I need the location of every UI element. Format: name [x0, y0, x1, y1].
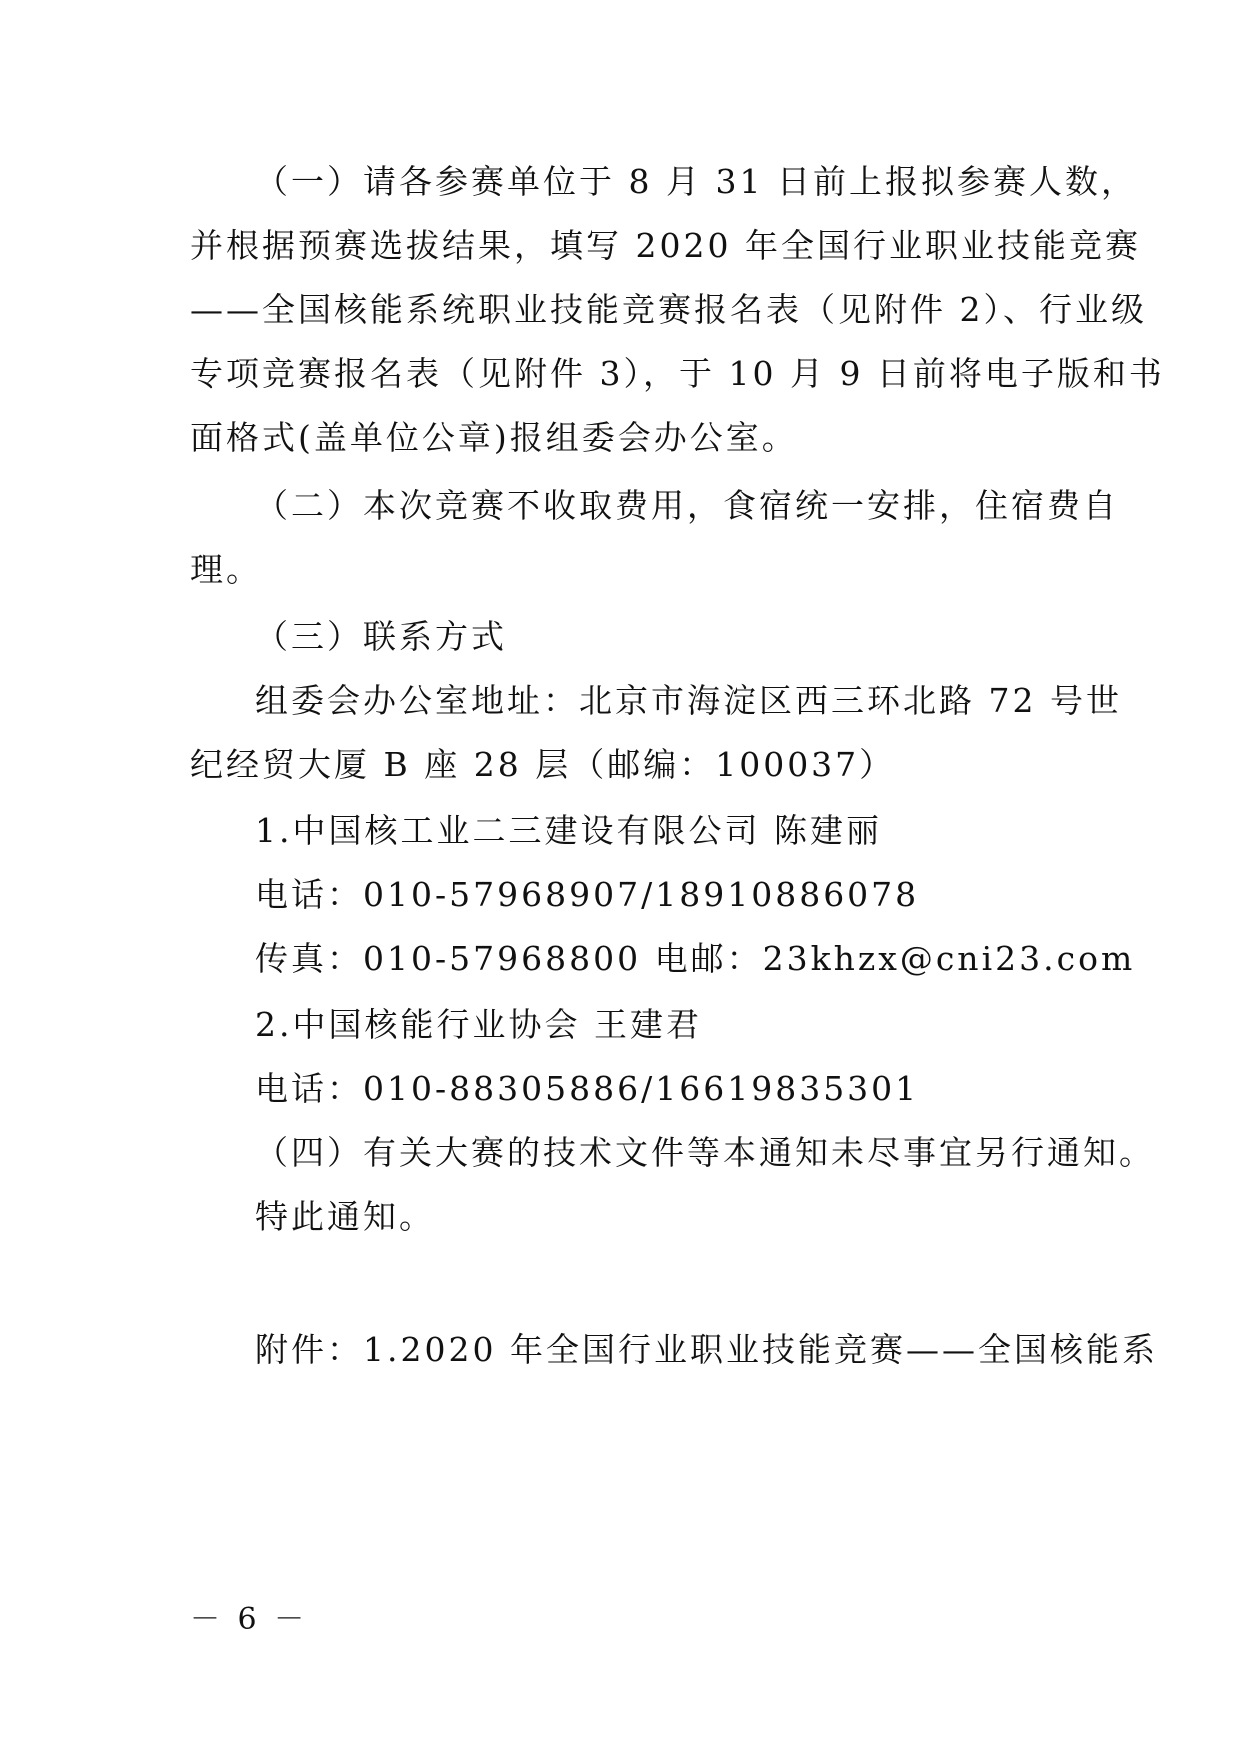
paragraph-2-line-2: 理。 — [190, 550, 262, 589]
attachment-line: 附件：1.2020 年全国行业职业技能竞赛——全国核能系 — [255, 1330, 1158, 1369]
contact-1-fax-email: 传真：010-57968800 电邮：23khzx@cni23.com — [255, 939, 1136, 978]
section-contact-heading: （三）联系方式 — [255, 617, 507, 656]
paragraph-1-line-3: ——全国核能系统职业技能竞赛报名表（见附件 2）、行业级 — [190, 290, 1147, 329]
paragraph-1-line-2: 并根据预赛选拔结果，填写 2020 年全国行业职业技能竞赛 — [190, 226, 1141, 265]
contact-2-name: 2.中国核能行业协会 王建君 — [255, 1005, 702, 1044]
paragraph-1-line-4: 专项竞赛报名表（见附件 3），于 10 月 9 日前将电子版和书 — [190, 354, 1165, 393]
paragraph-1-line-5: 面格式(盖单位公章)报组委会办公室。 — [190, 418, 798, 457]
office-address-line-2: 纪经贸大厦 B 座 28 层（邮编：100037） — [190, 745, 896, 784]
closing-notice: 特此通知。 — [255, 1197, 435, 1236]
paragraph-2-line-1: （二）本次竞赛不收取费用，食宿统一安排，住宿费自 — [255, 486, 1119, 525]
section-four-note: （四）有关大赛的技术文件等本通知未尽事宜另行通知。 — [255, 1133, 1155, 1172]
page-number: － 6 － — [190, 1602, 309, 1637]
contact-2-phone: 电话：010-88305886/16619835301 — [255, 1069, 920, 1108]
office-address-line-1: 组委会办公室地址：北京市海淀区西三环北路 72 号世 — [255, 681, 1122, 720]
paragraph-1-line-1: （一）请各参赛单位于 8 月 31 日前上报拟参赛人数， — [255, 162, 1137, 201]
contact-1-phone: 电话：010-57968907/18910886078 — [255, 875, 920, 914]
contact-1-name: 1.中国核工业二三建设有限公司 陈建丽 — [255, 811, 882, 850]
